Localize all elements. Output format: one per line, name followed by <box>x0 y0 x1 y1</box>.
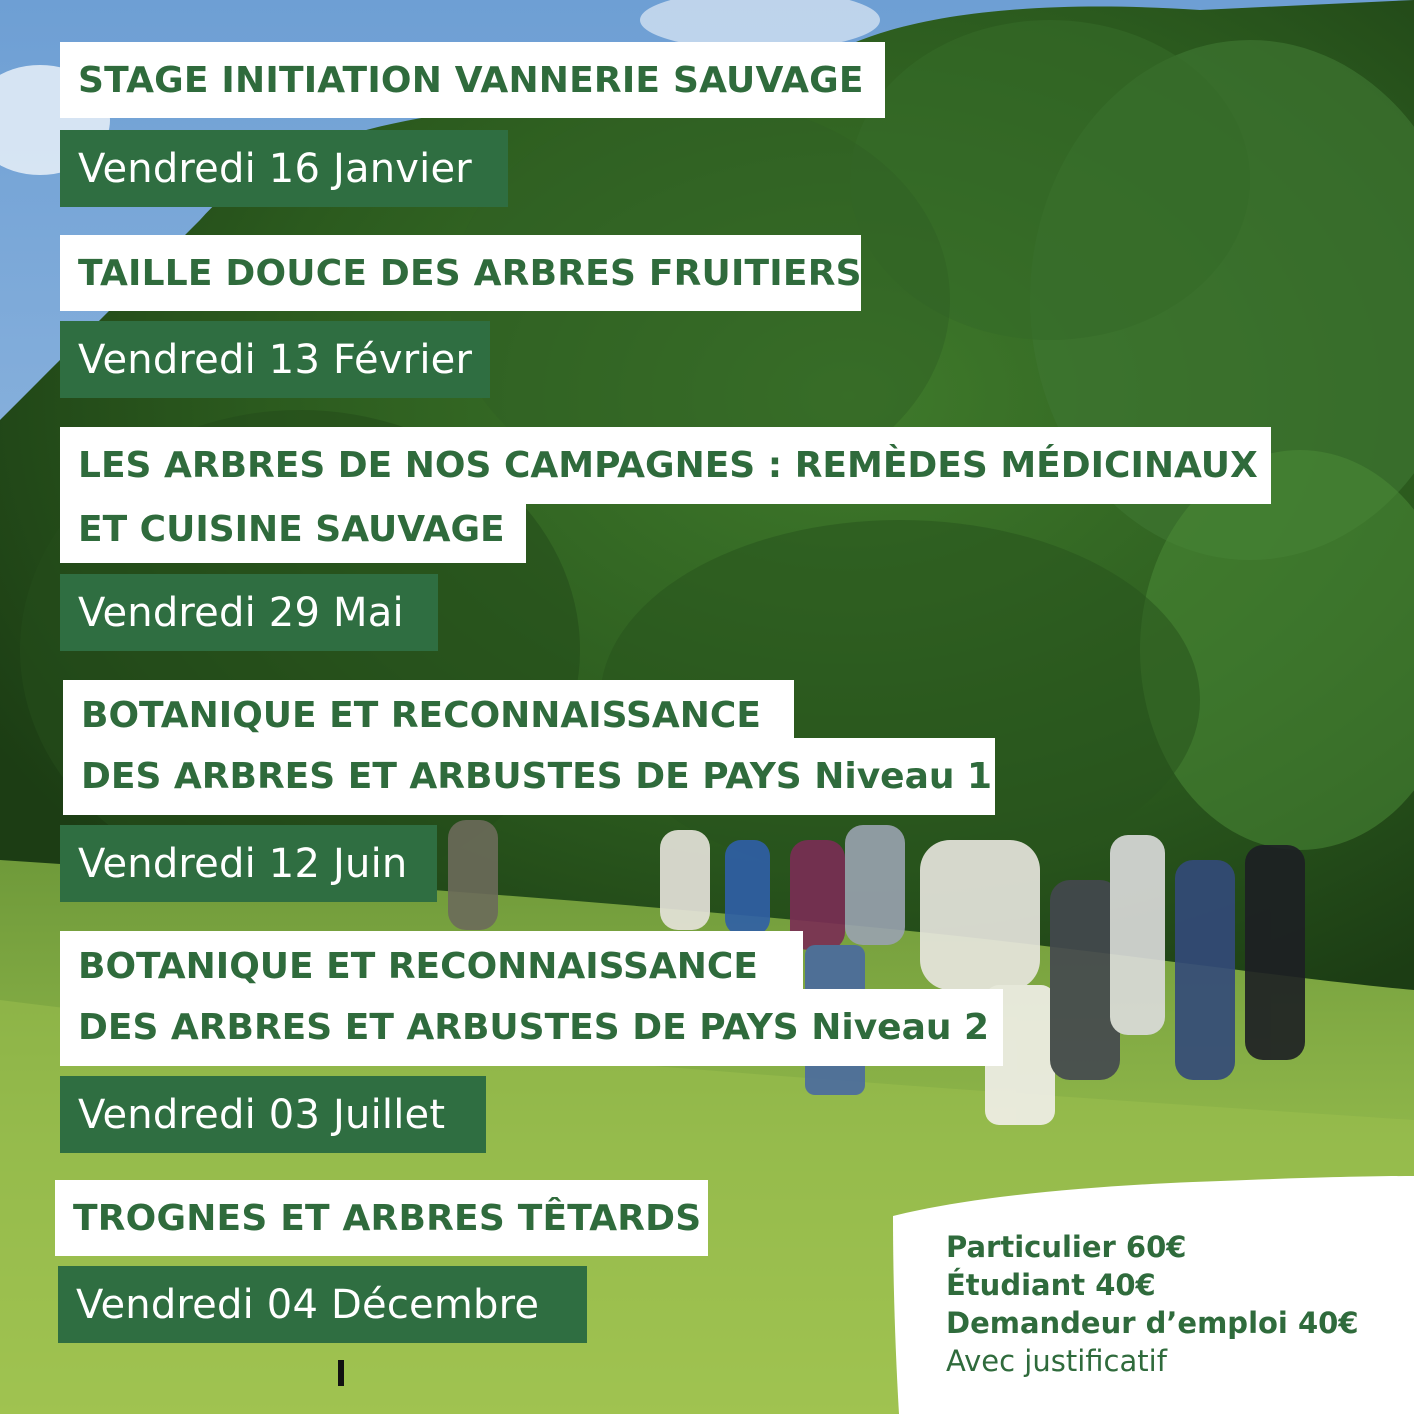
event-date-3 <box>60 574 438 651</box>
event-date-2 <box>60 321 490 398</box>
event-date-text: Vendredi 29 Mai <box>78 589 404 636</box>
event-title-text: TAILLE DOUCE DES ARBRES FRUITIERS <box>78 252 862 294</box>
event-title-3-line-2 <box>60 495 526 563</box>
price-note: Avec justificatif <box>946 1344 1167 1378</box>
price-etudiant: Étudiant 40€ <box>946 1268 1156 1302</box>
event-title-5-line-2 <box>60 989 1003 1066</box>
event-date-5 <box>60 1076 486 1153</box>
event-date-text: Vendredi 03 Juillet <box>78 1091 446 1138</box>
event-title-text: ET CUISINE SAUVAGE <box>78 508 505 550</box>
event-title-1 <box>60 42 885 118</box>
pricing-text <box>946 1228 1359 1380</box>
price-particulier: Particulier 60€ <box>946 1230 1187 1264</box>
event-title-2 <box>60 235 861 311</box>
event-date-text: Vendredi 13 Février <box>78 336 473 383</box>
event-title-text: DES ARBRES ET ARBUSTES DE PAYS Niveau 2 <box>78 1007 990 1048</box>
event-title-4-line-2 <box>63 738 995 815</box>
event-title-text: STAGE INITIATION VANNERIE SAUVAGE <box>78 59 864 101</box>
event-date-6 <box>58 1266 587 1343</box>
event-title-3-line-1 <box>60 427 1271 504</box>
event-title-6 <box>55 1180 708 1256</box>
event-title-text: DES ARBRES ET ARBUSTES DE PAYS Niveau 1 <box>81 756 993 797</box>
event-date-text: Vendredi 12 Juin <box>78 840 408 887</box>
event-title-text: BOTANIQUE ET RECONNAISSANCE <box>78 945 758 987</box>
event-title-text: BOTANIQUE ET RECONNAISSANCE <box>81 694 761 736</box>
event-title-text: TROGNES ET ARBRES TÊTARDS <box>73 1197 702 1239</box>
event-date-4 <box>60 825 437 902</box>
event-title-text: LES ARBRES DE NOS CAMPAGNES : REMÈDES MÉDICINAUX <box>78 445 1258 486</box>
price-demandeur: Demandeur d’emploi 40€ <box>946 1306 1359 1340</box>
event-date-1 <box>60 130 508 207</box>
event-date-text: Vendredi 04 Décembre <box>76 1281 540 1328</box>
event-date-text: Vendredi 16 Janvier <box>78 145 472 192</box>
